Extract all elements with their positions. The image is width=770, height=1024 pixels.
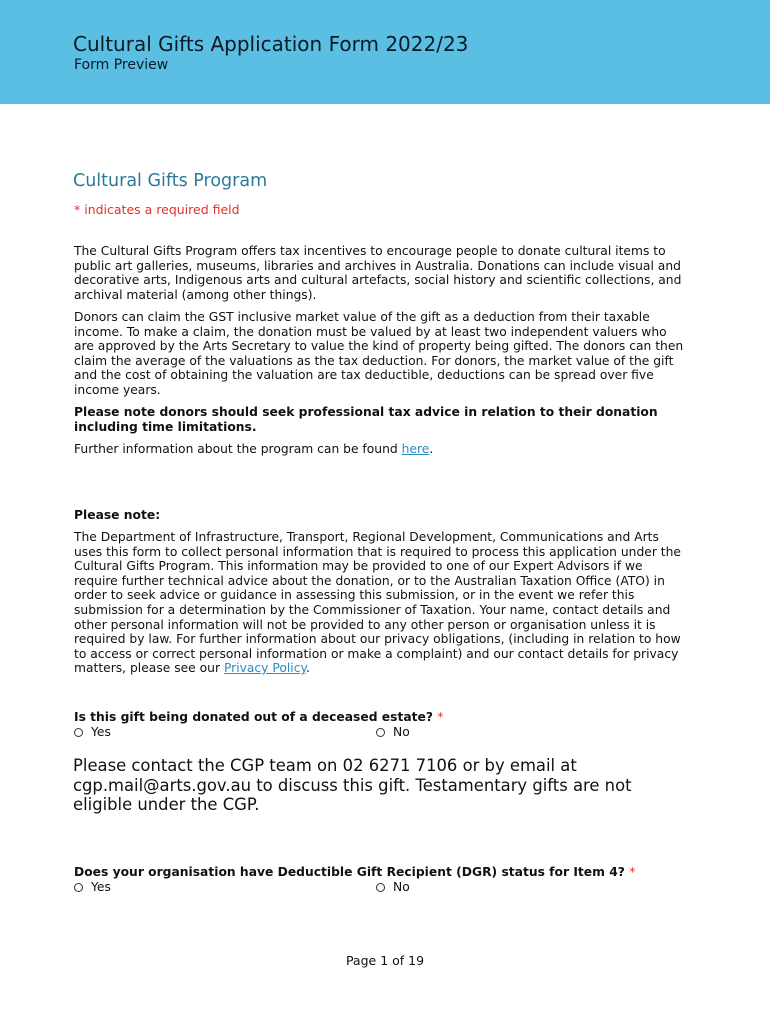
form-subtitle: Form Preview bbox=[74, 57, 169, 73]
privacy-body: The Department of Infrastructure, Transport, Regional Development, Communications and Arts uses this form to collect personal information that is required to process this application under the Cultural Gifts Program. This information may be provided to one of our Expert Advisors if we require further technical advice about the donation, or to the Australian Taxation Office (ATO) in order to seek advice or guidance in assessing this submission, or in the event we refer this submission for a determination by the Commissioner of Taxation. Your name, contact details and other personal information will not be provided to any other person or organisation unless it is required by law. For further information about our privacy obligations, (including in relation to how to access or correct personal information or make a complaint) and our contact details for privacy matters, please see our bbox=[74, 530, 681, 676]
radio-circle-icon[interactable] bbox=[74, 883, 83, 892]
tax-advice-note bbox=[74, 405, 684, 434]
page-number: Page 1 of 19 bbox=[345, 953, 425, 968]
required-star: * bbox=[629, 865, 636, 879]
required-field-note: * indicates a required field bbox=[74, 202, 240, 217]
required-star: * bbox=[437, 710, 444, 724]
privacy-heading-text: Please note: bbox=[74, 508, 161, 522]
form-title: Cultural Gifts Application Form 2022/23 bbox=[73, 32, 469, 56]
privacy-paragraph bbox=[74, 530, 686, 676]
privacy-heading bbox=[74, 508, 684, 523]
privacy-end: . bbox=[306, 661, 310, 676]
question-dgr-status bbox=[74, 865, 635, 879]
further-info-paragraph bbox=[74, 442, 684, 457]
question-dgr-status-label: Does your organisation have Deductible Gift Recipient (DGR) status for Item 4? bbox=[74, 865, 625, 879]
question-deceased-estate-label: Is this gift being donated out of a deceased estate? bbox=[74, 710, 433, 724]
contact-callout: Please contact the CGP team on 02 6271 7106 or by email at cgp.mail@arts.gov.au to discuss this gift. Testamentary gifts are not eligible under the CGP. bbox=[73, 756, 632, 814]
further-info-end: . bbox=[429, 442, 434, 456]
radio-circle-icon[interactable] bbox=[376, 883, 385, 892]
form-header bbox=[0, 0, 770, 104]
intro-paragraph-1: The Cultural Gifts Program offers tax incentives to encourage people to donate cultural items to public art galleries, museums, libraries and archives in Australia. Donations can include visual and decorative arts, Indigenous arts and cultural artefacts, social history and scientific collections, and archival material (among other things). bbox=[74, 244, 682, 302]
dgr-status-no-option[interactable] bbox=[376, 880, 410, 894]
question-deceased-estate bbox=[74, 710, 443, 724]
privacy-policy-link[interactable]: Privacy Policy bbox=[223, 661, 306, 676]
radio-circle-icon[interactable] bbox=[376, 728, 385, 737]
section-title: Cultural Gifts Program bbox=[73, 171, 268, 191]
dgr-status-yes-option[interactable] bbox=[74, 880, 111, 894]
tax-advice-text: Please note donors should seek professional tax advice in relation to their donation including time limitations. bbox=[74, 405, 658, 434]
option-label: Yes bbox=[91, 725, 111, 739]
option-label: Yes bbox=[91, 880, 111, 894]
radio-circle-icon[interactable] bbox=[74, 728, 83, 737]
option-label: No bbox=[393, 880, 410, 894]
intro-paragraph-2: Donors can claim the GST inclusive market value of the gift as a deduction from their taxable income. To make a claim, the donation must be valued by at least two independent valuers who are approved by the Arts Secretary to value the kind of property being gifted. The donors can then claim the average of the valuations as the tax deduction. For donors, the market value of the gift and the cost of obtaining the valuation are tax deductible, deductions can be spread over five income years. bbox=[74, 310, 684, 397]
further-info-text: Further information about the program can be found bbox=[74, 442, 402, 456]
option-label: No bbox=[393, 725, 410, 739]
deceased-estate-yes-option[interactable] bbox=[74, 725, 111, 739]
here-link[interactable]: here bbox=[401, 442, 430, 456]
deceased-estate-no-option[interactable] bbox=[376, 725, 410, 739]
